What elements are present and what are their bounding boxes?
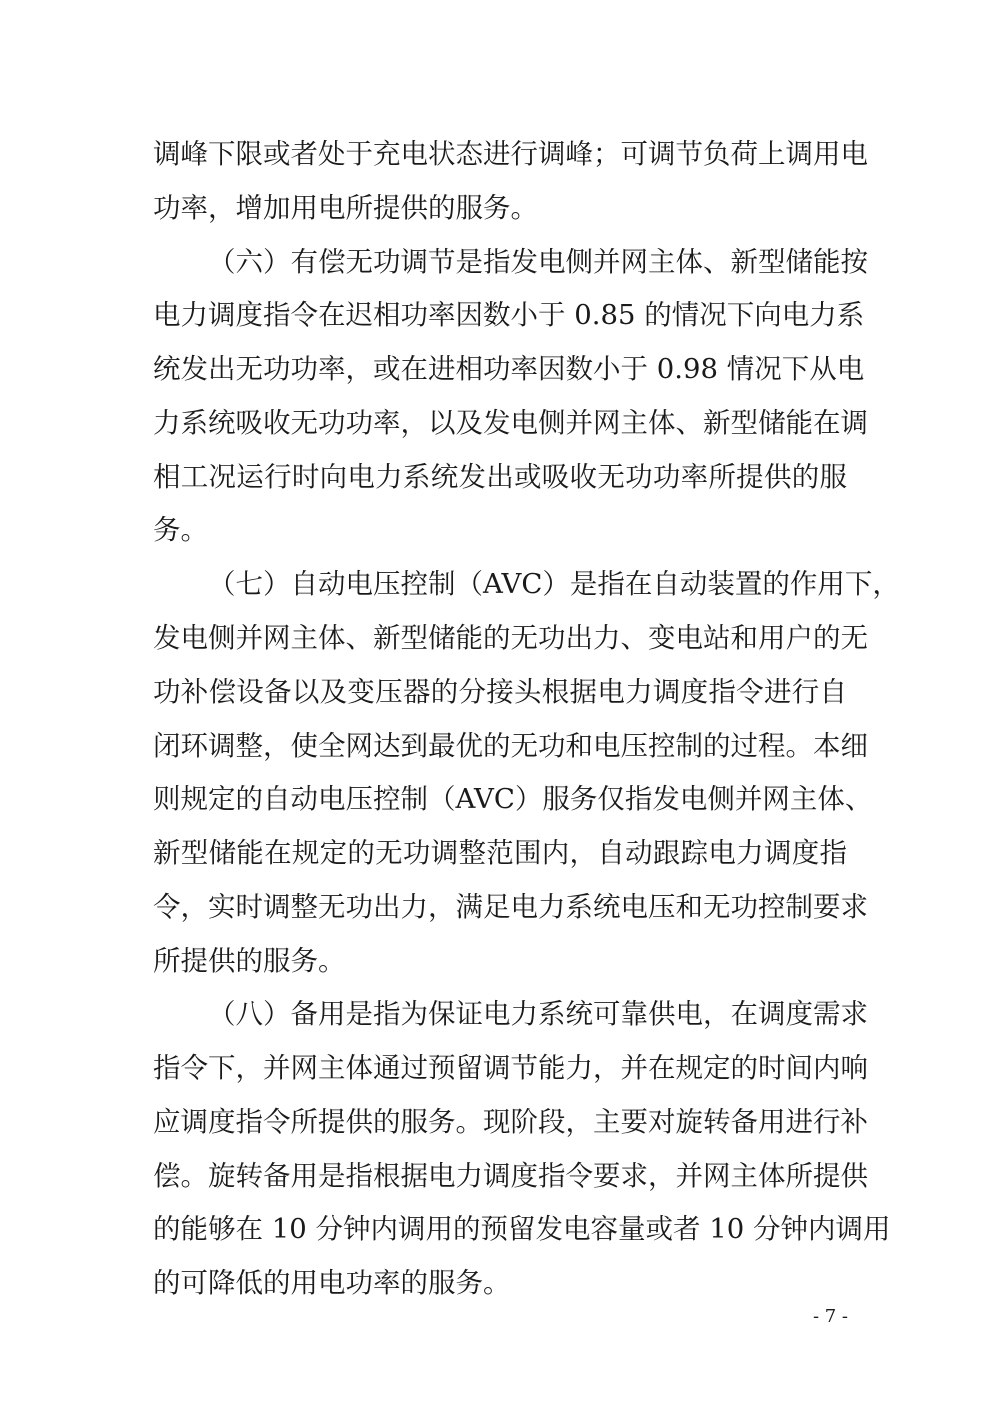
page-number: - 7 - <box>812 1306 848 1327</box>
text-line: 功补偿设备以及变压器的分接头根据电力调度指令进行自 <box>153 676 847 708</box>
text-line: 应调度指令所提供的服务。现阶段，主要对旋转备用进行补 <box>153 1106 868 1138</box>
text-line: 指令下，并网主体通过预留调节能力，并在规定的时间内响 <box>153 1052 868 1084</box>
text-line: 功率，增加用电所提供的服务。 <box>153 192 538 224</box>
text-line: 力系统吸收无功功率，以及发电侧并网主体、新型储能在调 <box>153 407 868 439</box>
paragraph-8-heading-line: （八）备用是指为保证电力系统可靠供电，在调度需求 <box>208 998 868 1030</box>
text-line: 发电侧并网主体、新型储能的无功出力、变电站和用户的无 <box>153 622 868 654</box>
paragraph-7-heading-line: （七）自动电压控制（AVC）是指在自动装置的作用下， <box>208 568 900 600</box>
text-line: 相工况运行时向电力系统发出或吸收无功功率所提供的服 <box>153 461 847 493</box>
text-line: 新型储能在规定的无功调整范围内，自动跟踪电力调度指 <box>153 837 847 869</box>
text-line: 所提供的服务。 <box>153 945 346 977</box>
paragraph-6-heading-line: （六）有偿无功调节是指发电侧并网主体、新型储能按 <box>208 246 868 278</box>
text-line: 偿。旋转备用是指根据电力调度指令要求，并网主体所提供 <box>153 1160 868 1192</box>
text-line: 闭环调整，使全网达到最优的无功和电压控制的过程。本细 <box>153 730 868 762</box>
text-line: 调峰下限或者处于充电状态进行调峰；可调节负荷上调用电 <box>153 138 868 170</box>
text-line: 则规定的自动电压控制（AVC）服务仅指发电侧并网主体、 <box>153 783 873 815</box>
text-line: 电力调度指令在迟相功率因数小于 0.85 的情况下向电力系 <box>153 299 865 331</box>
text-line: 的能够在 10 分钟内调用的预留发电容量或者 10 分钟内调用 <box>153 1213 891 1245</box>
text-line: 统发出无功功率，或在进相功率因数小于 0.98 情况下从电 <box>153 353 865 385</box>
text-line: 务。 <box>153 514 208 546</box>
text-line: 令，实时调整无功出力，满足电力系统电压和无功控制要求 <box>153 891 868 923</box>
text-line: 的可降低的用电功率的服务。 <box>153 1267 511 1299</box>
